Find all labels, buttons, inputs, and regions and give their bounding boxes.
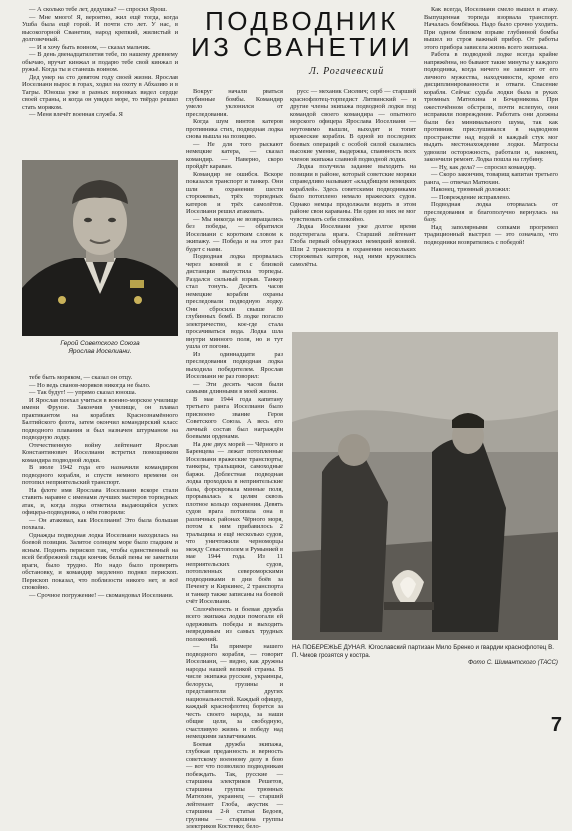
paragraph: Командир не ошибся. Вскоре показался транспорт и танкер. Они шли в охранении шести сторожевых, трёх торпедных катеров и трёх самолётов. Иоселиани решил атаковать. (186, 170, 283, 215)
article-author: Л. Рогачевский (308, 66, 384, 77)
paragraph: Дед умер на сто девятом году своей жизни. Ярослав Иоселиани вырос в горах, ходил на охоту в Абхазию и в Тагры. Юноша уже в разных воронках видел сердце своей страны, и когда он увидел море, то твёрдо решил стать моряком. (22, 73, 178, 111)
photo-illustration (292, 332, 558, 640)
paragraph: Наконец, трюмный доложил: (431, 186, 511, 193)
paragraph: В июле 1942 года его назначили командиром подводного корабля, и спустя немного времени он потопил неприятельский транспорт. (22, 464, 178, 486)
paragraph: На флоте имя Ярослава Иоселиани вскоре стали ставить наравне с именами лучших мастеров торпедных атак, и, когда лодка отметила выдающийся успех офицера-подводника, о нём говорили: (22, 486, 178, 516)
paragraph: — Меня влечёт военная служба. Я (29, 111, 123, 118)
paragraph: — На примере нашего подводного корабля, — говорит Иоселиани, — видно, как дружны народы нашей великой страны. В числе экипажа русские, украинцы, белорусы, грузины и представители других национальностей. Каждый офицер, каждый краснофлотец борется за честь своего народа, за наши общие цели, за свободную, счастливую жизнь и победу над немецкими захватчиками. (186, 643, 283, 740)
photo-credit: Фото С. Шимантского (ТАСС) (468, 659, 558, 667)
paragraph: русс — механик Сисевич; серб — старший краснофлотец-торпедист Литвинский — и другие члены экипажа подводной лодки под командой своего командира — опытного морского офицера Ярослава Иоселиани — неутомимо вышли, выходят и топят вражеские корабли. В одной из последних боевых операций с особой силой сказались высокие умение, выдержка, спаянность всех членов экипажа славной подводной лодки. (290, 88, 416, 163)
text-column-1-top (22, 6, 178, 154)
paragraph: Когда шум винтов катеров противника стих, подводная лодка снова вышла на позицию. (186, 118, 283, 140)
text-column-2 (186, 88, 283, 830)
paragraph: — Так будут! — упрямо сказал юноша. (29, 389, 137, 396)
news-photo (292, 332, 558, 640)
paragraph: — Скоро закончим, товарищ капитан третьего ранга, — отвечал Матюхин. (424, 171, 558, 186)
paragraph: — А сколько тебе лет, дедушка? — спросил Ярош. (29, 6, 168, 13)
photo-caption-text: НА ПОБЕРЕЖЬЕ ДУНАЯ. Югославский партизан Мило Бренко и гвардии краснофлотец В. П. Чиков грозятся у костра. (292, 644, 554, 659)
text-column-3 (290, 88, 416, 328)
paragraph: — Не для того рыскают немецкие катера, — сказал командир. — Наверно, скоро пройдёт караван. (186, 140, 283, 170)
text-column-4 (424, 6, 558, 328)
paragraph: — Повреждение исправлено. (431, 193, 511, 201)
paragraph: В мае 1944 года капитану третьего ранга Иоселиани было присвоено звание Героя Советского Союза. А весь его личный состав был награждён боевыми орденами. (186, 395, 283, 440)
paragraph: тебе быть моряком, — сказал он отцу. (29, 374, 133, 381)
article-title-line2: ИЗ СВАНЕТИИ (190, 32, 414, 62)
portrait-illustration (22, 160, 178, 336)
paragraph: — Он атаковал, как Иоселиани! Это была большая похвала. (22, 516, 178, 531)
paragraph: И Ярослав поехал учиться в военно-морское училище имени Фрунзе. Закончив училище, он плавал практикантом на кораблях Краснознамённого Балтийского флота, затем окончил командирский класс подводного плавания и был назначен штурманом на подводную лодку. (22, 396, 178, 441)
article-title (186, 8, 418, 60)
paragraph: Работа в подводной лодке всегда крайне напряжённа, но бывают такие минуты у каждого подводника, когда ничего не зависит от его личного мужества, находчивости, кроме его дисциплинированности и отваги. Спасение корабля. Сейчас судьба лодки была в руках трюмных Матюхина и Бочарникова. При ожесточённом обстрели, почти вслепую, они исправили повреждение. Работать они должны были без минимального шума, так как противник прислушивался в надводном пространстве над водой и каждый стук мог выдать местонахождение лодки. Матросы удвоили осторожность, работали и, наконец, закончили ремонт. Лодка пошла на глубину. (424, 51, 558, 163)
portrait-caption-line1: Герой Советского Союза (60, 340, 140, 347)
paragraph: Лодка Иоселиани уже долгое время подстерегала врага. Старший лейтенант Глоба первый обнаружил немецкий конвой. Шли 2 транспорта в охранении нескольких сторожевых катеров, над ними кружились самолёты. (290, 223, 416, 268)
paragraph: Однажды подводная лодка Иоселиани находилась на боевой позиции. Залитое солнцем море было гладким и ясным. Поднять перископ так, чтобы единственный на всей безбрежной глади кончик белый пены не заметили враги, было трудно. Но надо было проверить обстановку, и командир медленно поднял перископ. Перископ показал, что поблизости никого нет, и всё спокойно. (22, 531, 178, 591)
paragraph: — Эти десять часов были самыми длинными в моей жизни. (186, 380, 283, 395)
paragraph: Отечественную войну лейтенант Ярослав Константинович Иоселиани встретил помощником командира подводной лодки. (22, 441, 178, 464)
paragraph: Как всегда, Иоселиани смело вышел в атаку. Выпущенная торпеда взорвала транспорт. Началась бомбёжка. Надо было срочно уходить. При одном близком взрыве глубинной бомбы вышел из строя важный прибор. От работы этого прибора зависела жизнь всего экипажа. (424, 6, 558, 51)
paragraph: Лодка получила задание выходить на позиции в районе, который советские моряки справедливо называют «кладбищем немецких кораблей». Здесь советскими подводниками было потоплено немало вражеских судов. Однако немцы продолжали водить в этом районе свои караваны. Ни один из них не мог чувствовать себя спокойно. (290, 163, 416, 223)
paragraph: — Но ведь сванов-моряков никогда не было. (29, 381, 151, 389)
paragraph: — В день двенадцатилетия тебе, по нашему древнему обычаю, вручат кинжал и подарю тебе свой кинжал и ружьё. Когда ты и станешь воином. (22, 51, 178, 73)
paragraph: Из одиннадцати раз преследования подводная лодка выходила победителем. Ярослав Иоселиани не раз говорил: (186, 350, 283, 380)
paragraph: — Срочное погружение! — скомандовал Иоселиани. (29, 591, 174, 599)
text-column-1-bottom (22, 374, 178, 738)
paragraph: Сплочённость и боевая дружба всего экипажа лодки помогали ей одерживать победы и выходить невредимым из самых трудных положений. (186, 605, 283, 643)
paragraph: — И я хочу быть воином, — сказал мальчик. (29, 43, 151, 51)
paragraph: Подводная лодка прорвалась через конвой и с близкой дистанции выпустила торпеды. Раздался сильный взрыв. Танкер стал тонуть. Десять часов немецкие корабли охраны преследовали подводную лодку. Они сбросили свыше 80 глубинных бомб. В лодке погасло электричество, кое-где стала просачиваться вода. Лодка шла внутри минного поля, но и тут ушла от погони. (186, 253, 283, 350)
paragraph: Подводная лодка оторвалась от преследования и благополучно вернулась на базу. (424, 201, 558, 223)
photo-caption (292, 644, 558, 667)
paragraph: — Ну, как дела? — спросил командир. (431, 163, 536, 171)
paragraph: Вокруг начали рваться глубинные бомбы. Командир умело уклонился от преследования. (186, 88, 283, 118)
portrait-caption-line2: Ярослав Иоселиани. (68, 348, 132, 355)
page-number: 7 (550, 714, 562, 736)
paragraph: Боевая дружба экипажа, глубокая преданность и верность советскому военному делу в бою — вот что позволило подводникам побеждать. Так, русские — старшина электриков Решетов, старшина группы трюмных Матюхин, украинец — старший лейтенант Глоба, акустик — старшина 2-й статьи Бедоев, грузины — старшина группы электриков Костенко; бело- (186, 740, 283, 830)
paragraph: — Мы никогда не возвращались без победы, — обратился Иоселиани с коротким словом к экипажу. — Победа и на этот раз будет с нами. (186, 215, 283, 253)
article-title-line1: ПОДВОДНИК (205, 6, 399, 36)
paragraph: — Мне много! Я, вероятно, жил ещё тогда, когда Ушба была ещё горой. И почти сто лет. У нас, в высокогорной Сванетии, народ крепкий, жилистый и долговечный. (22, 13, 178, 43)
paragraph: Над заполярными сопками прогремел традиционный выстрел — это означало, что подводники возвратились с победой! (424, 223, 558, 246)
portrait-photo (22, 160, 178, 336)
portrait-caption (22, 340, 178, 356)
paragraph: На дне двух морей — Чёрного и Баренцева — лежат потопленные Иоселиани вражеские транспорты, танкеры, тральщики, самоходные баржи. Доблестная подводная лодка проходила в неприятельские базы, форсировала минные поля, прорывалась к целям сквозь плотное кольцо охранения. Девять судов врага потопила она в различных районах Чёрного моря, потом к ним прибавилось 2 тральщика и ещё несколько судов, что уничтожили черноморцы между Севастополем и Румынией в мае 1944 года. Из 11 неприятельских судов, потопленных североморскими подводниками в дни боёв за Печенгу и Киркинес, 2 транспорта и танкер также записаны на боевой счёт Иоселиани. (186, 440, 283, 605)
